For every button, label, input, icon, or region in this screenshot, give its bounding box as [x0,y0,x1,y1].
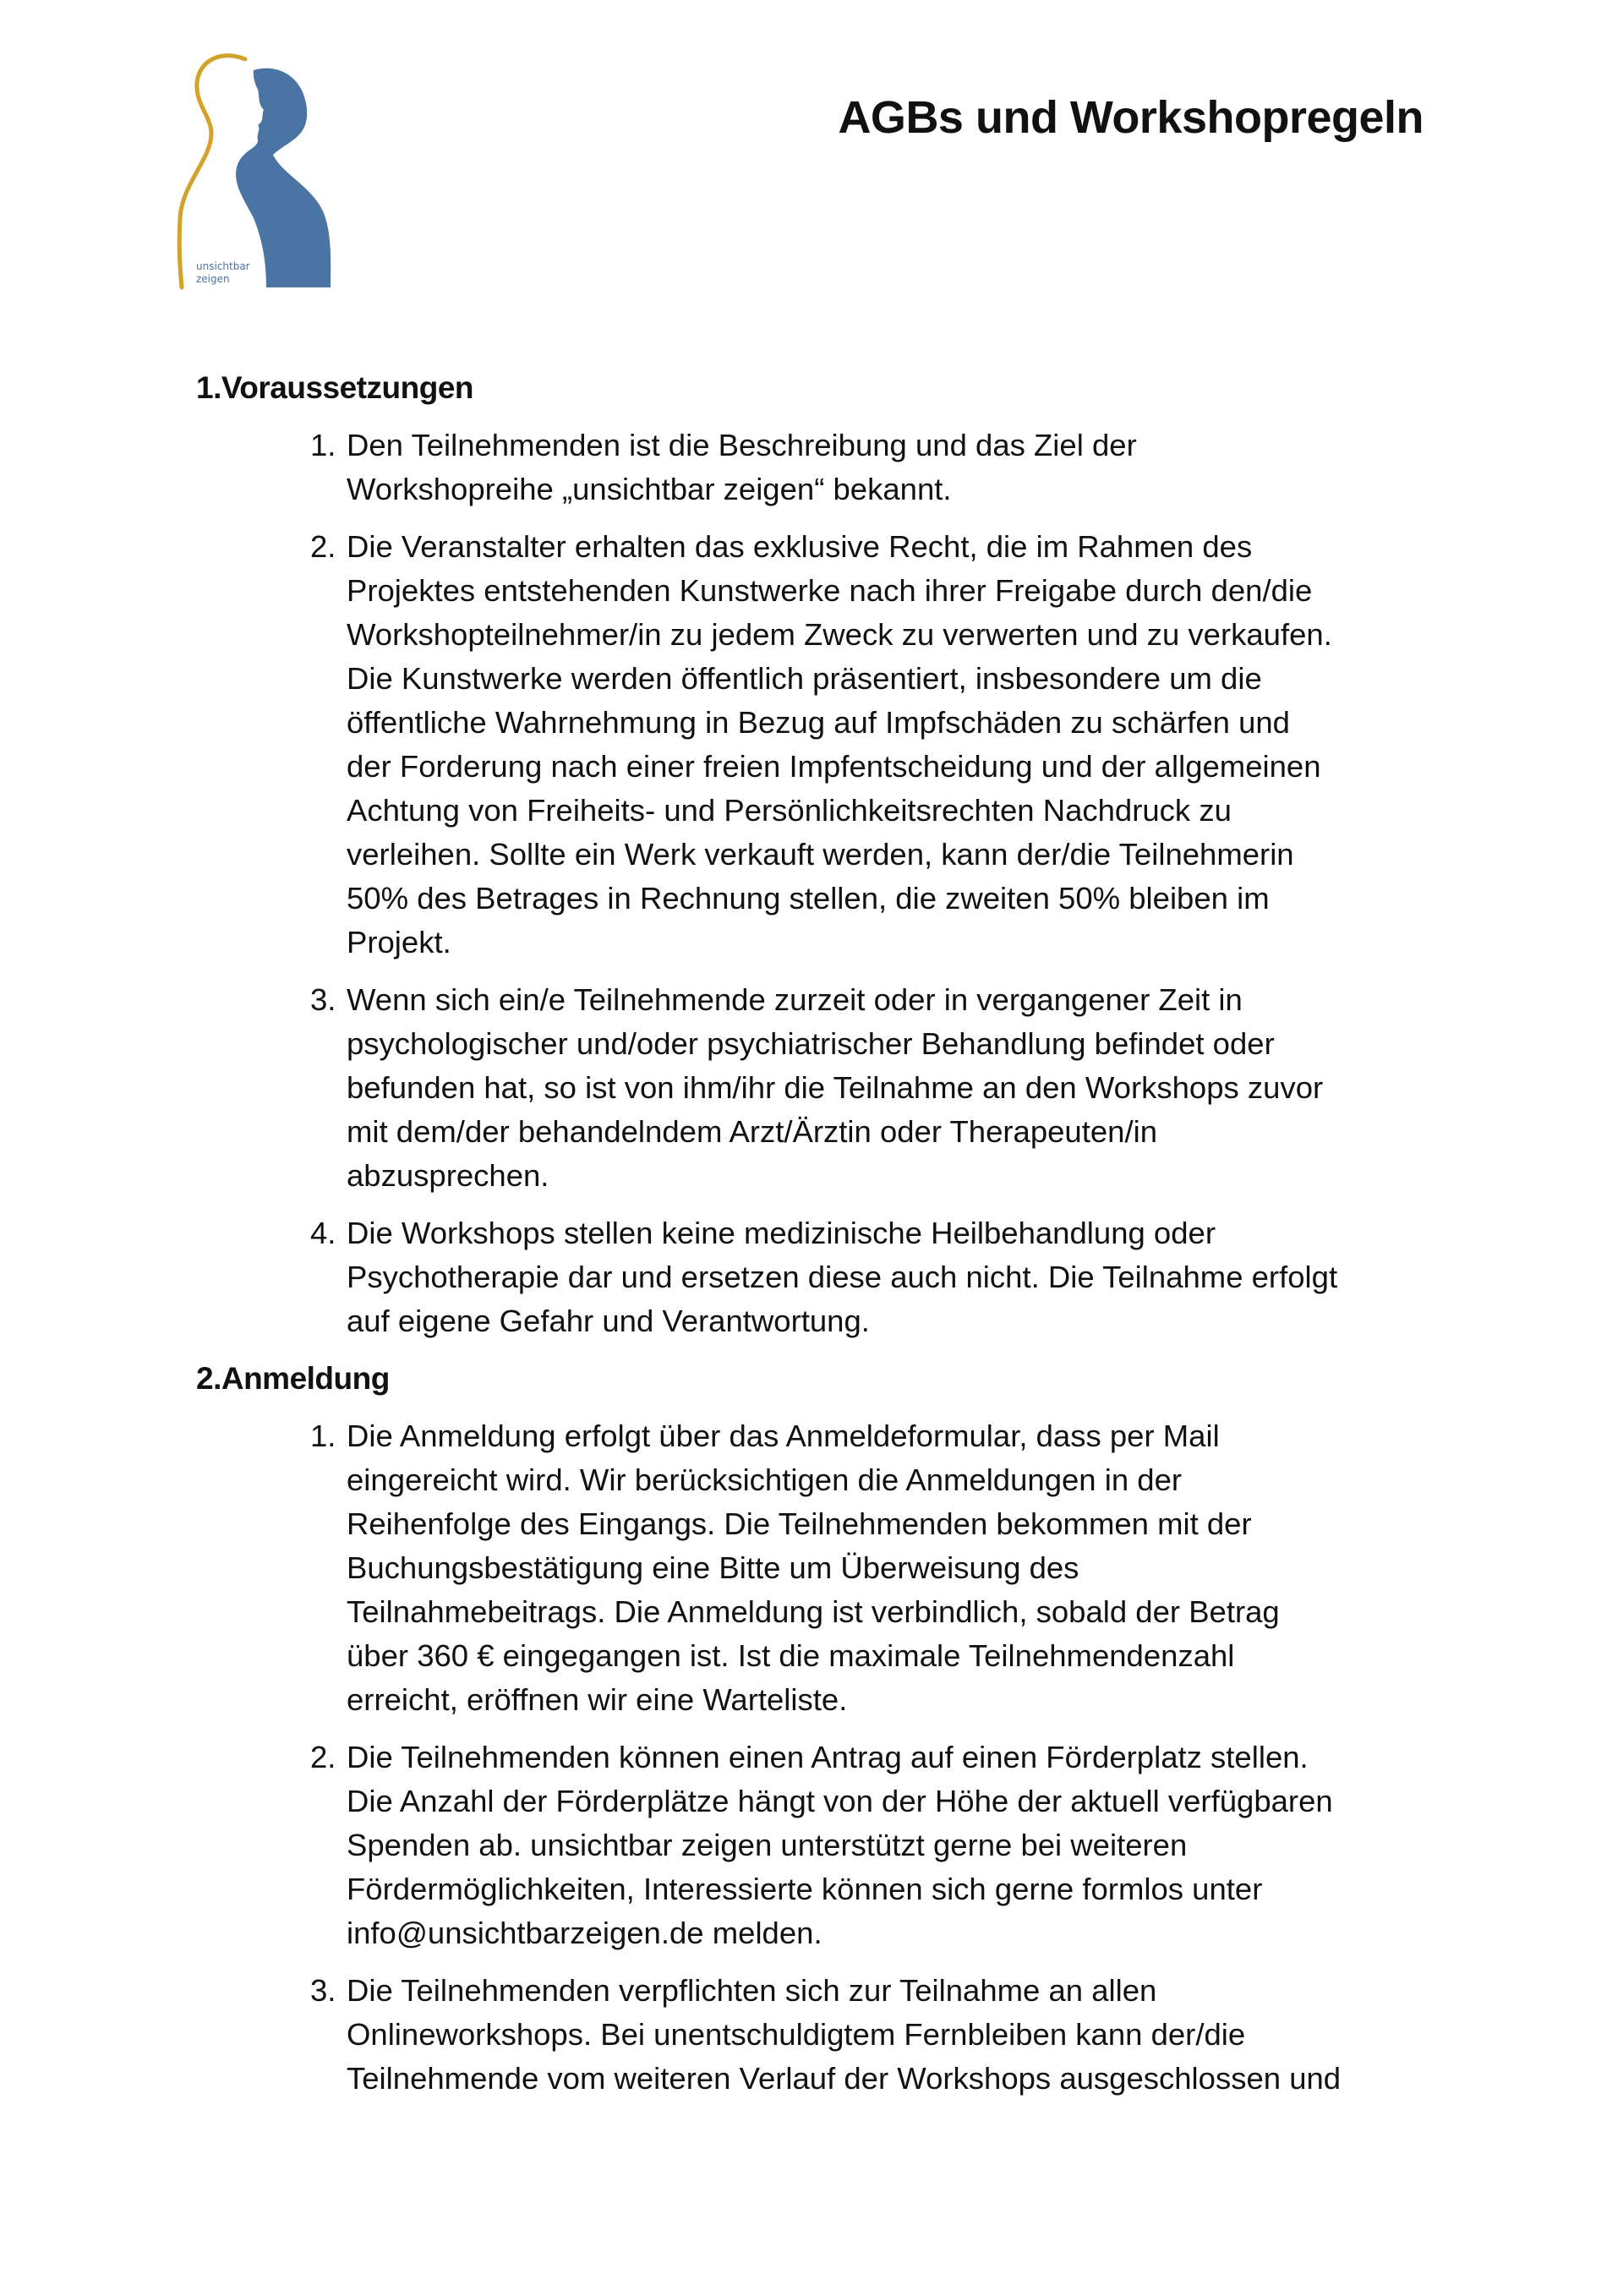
list-item-text-line: mit dem/der behandelndem Arzt/Ärztin oder Therapeuten/in [347,1114,1158,1149]
section-heading: 1.Voraussetzungen [196,370,474,405]
list-item-text-line: 50% des Betrages in Rechnung stellen, die zweiten 50% bleiben im [347,881,1270,916]
list-item [196,1211,1447,1343]
list-item [196,1414,1447,1722]
logo [173,49,334,294]
list-item-text-line: auf eigene Gefahr und Verantwortung. [347,1304,870,1338]
list-item-text-line: Workshopreihe „unsichtbar zeigen“ bekannt. [347,472,952,506]
list-item-text-line: Die Kunstwerke werden öffentlich präsentiert, insbesondere um die [347,661,1262,696]
list-item-text-line: info@unsichtbarzeigen.de melden. [347,1916,822,1950]
list-item-text-line: erreicht, eröffnen wir eine Warteliste. [347,1682,848,1717]
list-item-text-line: Die Teilnehmenden verpflichten sich zur Teilnahme an allen [347,1973,1157,2008]
list-item-text-line: Teilnahmebeitrags. Die Anmeldung ist verbindlich, sobald der Betrag [347,1594,1280,1629]
list-item [196,978,1447,1198]
list-item-text-line: abzusprechen. [347,1158,549,1193]
document-body [196,366,1447,2114]
list-item-text-line: Onlineworkshops. Bei unentschuldigtem Fernbleiben kann der/die [347,2017,1246,2052]
list-item-text-line: Projektes entstehenden Kunstwerke nach ihrer Freigabe durch den/die [347,573,1313,608]
logo-figure-icon [173,49,334,294]
list-item-text-line: Buchungsbestätigung eine Bitte um Überweisung des [347,1550,1079,1585]
list-item-text-line: Achtung von Freiheits- und Persönlichkeitsrechten Nachdruck zu [347,793,1232,828]
list-item-text-line: Projekt. [347,925,451,959]
section [196,1357,1447,2101]
list-item-text-line: über 360 € eingegangen ist. Ist die maximale Teilnehmendenzahl [347,1638,1235,1673]
list-item-number: 3. [310,982,336,1017]
list-item-text-line: öffentliche Wahrnehmung in Bezug auf Impfschäden zu schärfen und [347,705,1290,740]
logo-text-line1: unsichtbar [196,260,250,272]
list-item [196,424,1447,511]
list-item [196,525,1447,965]
list-item-number: 4. [310,1216,336,1250]
list-item-text-line: der Forderung nach einer freien Impfentscheidung und der allgemeinen [347,749,1321,784]
list-item-text-line: Teilnehmende vom weiteren Verlauf der Workshops ausgeschlossen und [347,2061,1342,2096]
list-item-number: 1. [310,428,336,462]
list-item-number: 3. [310,1973,336,2008]
page-title: AGBs und Workshopregeln [838,92,1424,143]
list-item-text-line: psychologischer und/oder psychiatrischer Behandlung befindet oder [347,1026,1275,1061]
list-item-text-line: Wenn sich ein/e Teilnehmende zurzeit oder in vergangener Zeit in [347,982,1243,1017]
list-item [196,1736,1447,1955]
list-item-number: 2. [310,1740,336,1774]
list-item-text-line: Psychotherapie dar und ersetzen diese auch nicht. Die Teilnahme erfolgt [347,1260,1338,1294]
list-item-text-line: Die Anmeldung erfolgt über das Anmeldeformular, dass per Mail [347,1419,1220,1453]
list-item-number: 2. [310,529,336,564]
list-item-text-line: befunden hat, so ist von ihm/ihr die Teilnahme an den Workshops zuvor [347,1070,1324,1105]
list-item-number: 1. [310,1419,336,1453]
list-item-text-line: Die Anzahl der Förderplätze hängt von der Höhe der aktuell verfügbaren [347,1784,1333,1818]
list-item-text-line: verleihen. Sollte ein Werk verkauft werden, kann der/die Teilnehmerin [347,837,1294,872]
section [196,366,1447,1343]
list-item-text-line: Spenden ab. unsichtbar zeigen unterstützt gerne bei weiteren [347,1828,1188,1862]
list-item-text-line: Die Teilnehmenden können einen Antrag auf einen Förderplatz stellen. [347,1740,1309,1774]
section-heading: 2.Anmeldung [196,1361,390,1396]
list-item-text-line: Workshopteilnehmer/in zu jedem Zweck zu verwerten und zu verkaufen. [347,617,1332,652]
logo-text-line2: zeigen [196,273,230,285]
list-item-text-line: Die Veranstalter erhalten das exklusive Recht, die im Rahmen des [347,529,1253,564]
list-item-text-line: Den Teilnehmenden ist die Beschreibung und das Ziel der [347,428,1137,462]
list-item-text-line: Reihenfolge des Eingangs. Die Teilnehmenden bekommen mit der [347,1506,1252,1541]
list-item-text-line: Fördermöglichkeiten, Interessierte können sich gerne formlos unter [347,1872,1263,1906]
list-item [196,1969,1447,2101]
list-item-text-line: Die Workshops stellen keine medizinische Heilbehandlung oder [347,1216,1216,1250]
list-item-text-line: eingereicht wird. Wir berücksichtigen die Anmeldungen in der [347,1462,1183,1497]
